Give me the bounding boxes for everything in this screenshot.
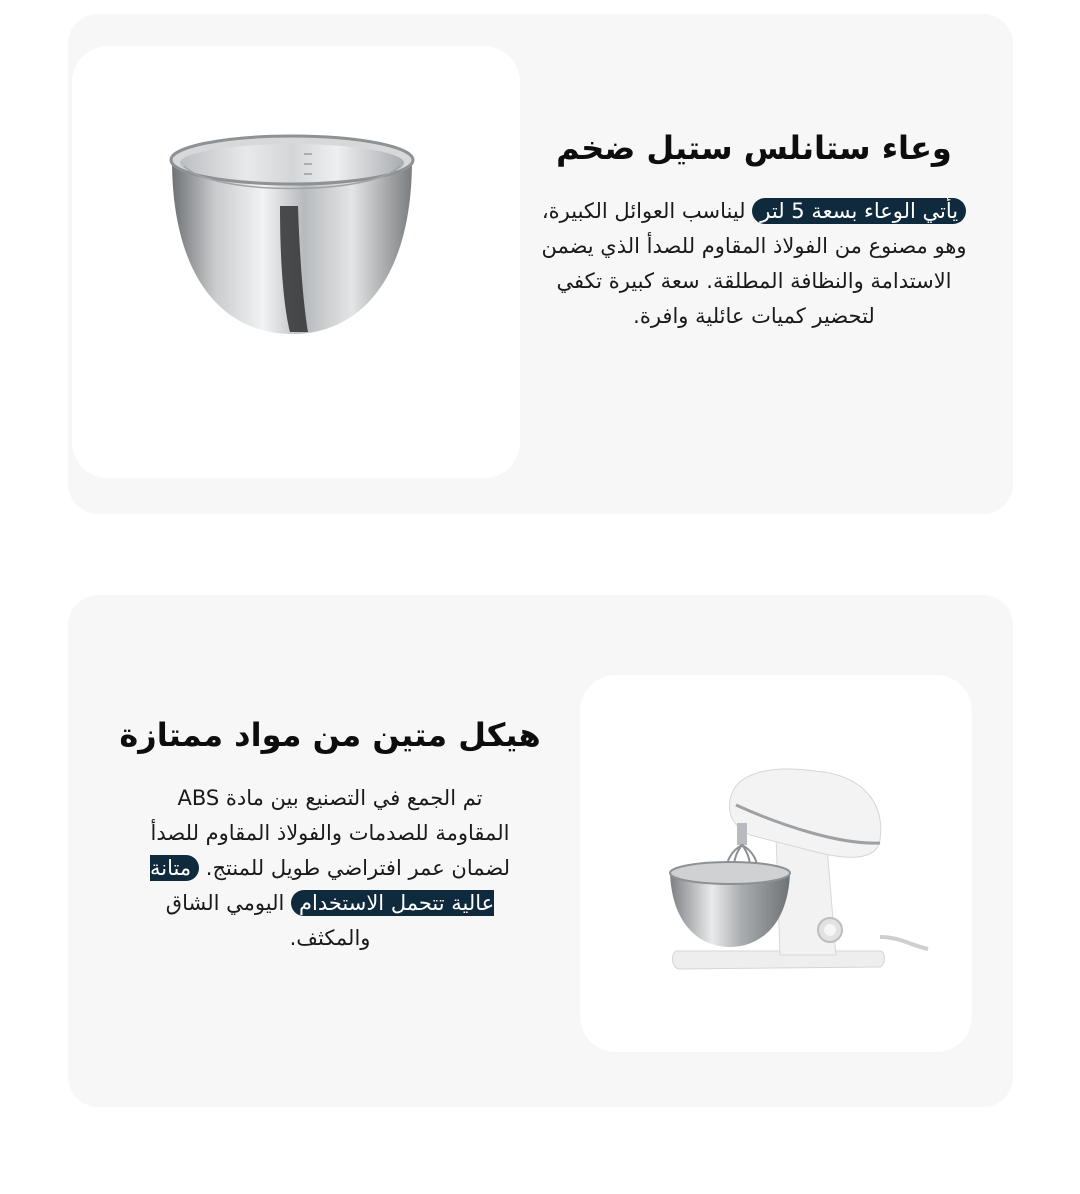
- feature-card-body: [68, 595, 1013, 1107]
- highlight-capacity: يأتي الوعاء بسعة 5 لتر: [752, 198, 966, 224]
- stainless-bowl-icon: [72, 46, 520, 478]
- description-text: ليناسب العوائل الكبيرة، وهو مصنوع من الفولاذ المقاوم للصدأ الذي يضمن الاستدامة والنظافة المطلقة. سعة كبيرة تكفي لتحضير كميات عائلية وافرة.: [541, 199, 967, 328]
- feature-card-bowl: [68, 14, 1013, 514]
- feature-title: هيكل متين من مواد ممتازة: [119, 716, 541, 754]
- description-text: تم الجمع في التصنيع بين مادة ABS المقاومة للصدمات والفولاذ المقاوم للصدأ لضمان عمر افتراضي طويل للمنتج.: [150, 786, 510, 880]
- feature-description: [110, 781, 550, 956]
- stand-mixer-icon: [580, 675, 972, 1052]
- feature-title: وعاء ستانلس ستيل ضخم: [556, 129, 952, 167]
- mixer-image: [580, 675, 972, 1052]
- feature-description: [524, 194, 984, 334]
- bowl-image: [72, 46, 520, 478]
- feature-text-bowl: [524, 126, 984, 334]
- highlight-durability: متانة عالية تتحمل الاستخدام: [150, 856, 495, 915]
- feature-text-body: [110, 713, 550, 956]
- description-text-end: اليومي الشاق والمكثف.: [165, 891, 371, 950]
